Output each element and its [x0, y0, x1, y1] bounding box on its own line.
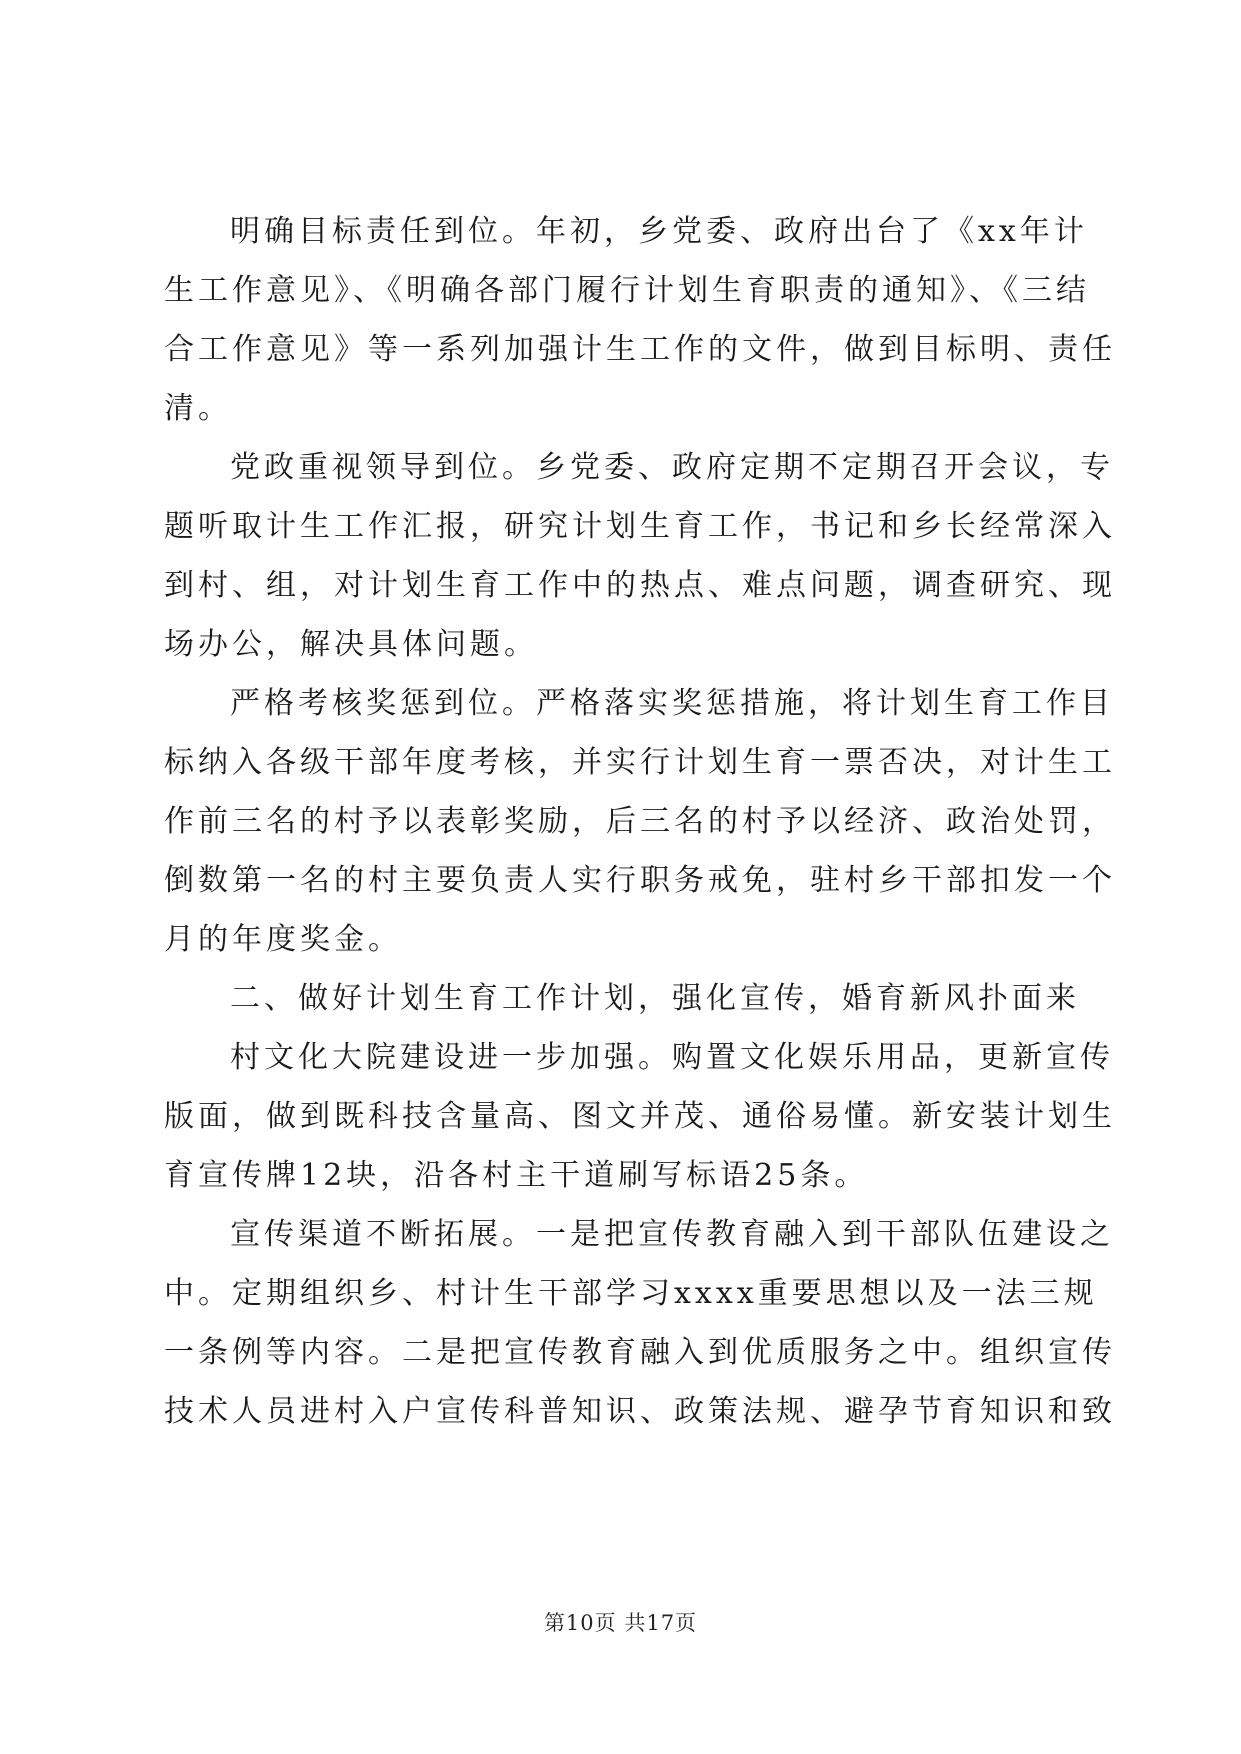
- paragraph-1-line-3: 合工作意见》等一系列加强计生工作的文件，做到目标明、责任: [164, 332, 1116, 367]
- paragraph-6-line-3: 一条例等内容。二是把宣传教育融入到优质服务之中。组织宣传: [164, 1335, 1116, 1370]
- paragraph-2-line-1: 党政重视领导到位。乡党委、政府定期不定期召开会议，专: [230, 450, 1114, 485]
- paragraph-5-line-2: 版面，做到既科技含量高、图文并茂、通俗易懂。新安装计划生: [164, 1099, 1116, 1134]
- paragraph-3-line-4: 倒数第一名的村主要负责人实行职务戒免，驻村乡干部扣发一个: [164, 863, 1116, 898]
- paragraph-2-line-4: 场办公，解决具体问题。: [164, 627, 538, 662]
- paragraph-6-line-4: 技术人员进村入户宣传科普知识、政策法规、避孕节育知识和致: [164, 1394, 1116, 1429]
- paragraph-6-line-1: 宣传渠道不断拓展。一是把宣传教育融入到干部队伍建设之: [230, 1217, 1114, 1252]
- paragraph-3-line-3: 作前三名的村予以表彰奖励，后三名的村予以经济、政治处罚，: [164, 804, 1116, 839]
- paragraph-6-line-2: 中。定期组织乡、村计生干部学习xxxx重要思想以及一法三规: [164, 1276, 1098, 1311]
- paragraph-5-line-3: 育宣传牌12块，沿各村主干道刷写标语25条。: [164, 1158, 869, 1193]
- paragraph-2-line-2: 题听取计生工作汇报，研究计划生育工作，书记和乡长经常深入: [164, 509, 1116, 544]
- paragraph-3-line-1: 严格考核奖惩到位。严格落实奖惩措施，将计划生育工作目: [230, 686, 1114, 721]
- paragraph-1-line-4: 清。: [164, 391, 232, 426]
- page-number-footer: 第10页 共17页: [543, 1611, 698, 1635]
- paragraph-1-line-2: 生工作意见》、《明确各部门履行计划生育职责的通知》、《三结: [164, 273, 1090, 308]
- paragraph-1-line-1: 明确目标责任到位。年初，乡党委、政府出台了《xx年计: [230, 214, 1088, 249]
- paragraph-3-line-2: 标纳入各级干部年度考核，并实行计划生育一票否决，对计生工: [164, 745, 1116, 780]
- paragraph-5-line-1: 村文化大院建设进一步加强。购置文化娱乐用品，更新宣传: [230, 1040, 1114, 1075]
- section-heading: 二、做好计划生育工作计划，强化宣传，婚育新风扑面来: [230, 981, 1080, 1016]
- paragraph-2-line-3: 到村、组，对计划生育工作中的热点、难点问题，调查研究、现: [164, 568, 1116, 603]
- paragraph-3-line-5: 月的年度奖金。: [164, 922, 402, 957]
